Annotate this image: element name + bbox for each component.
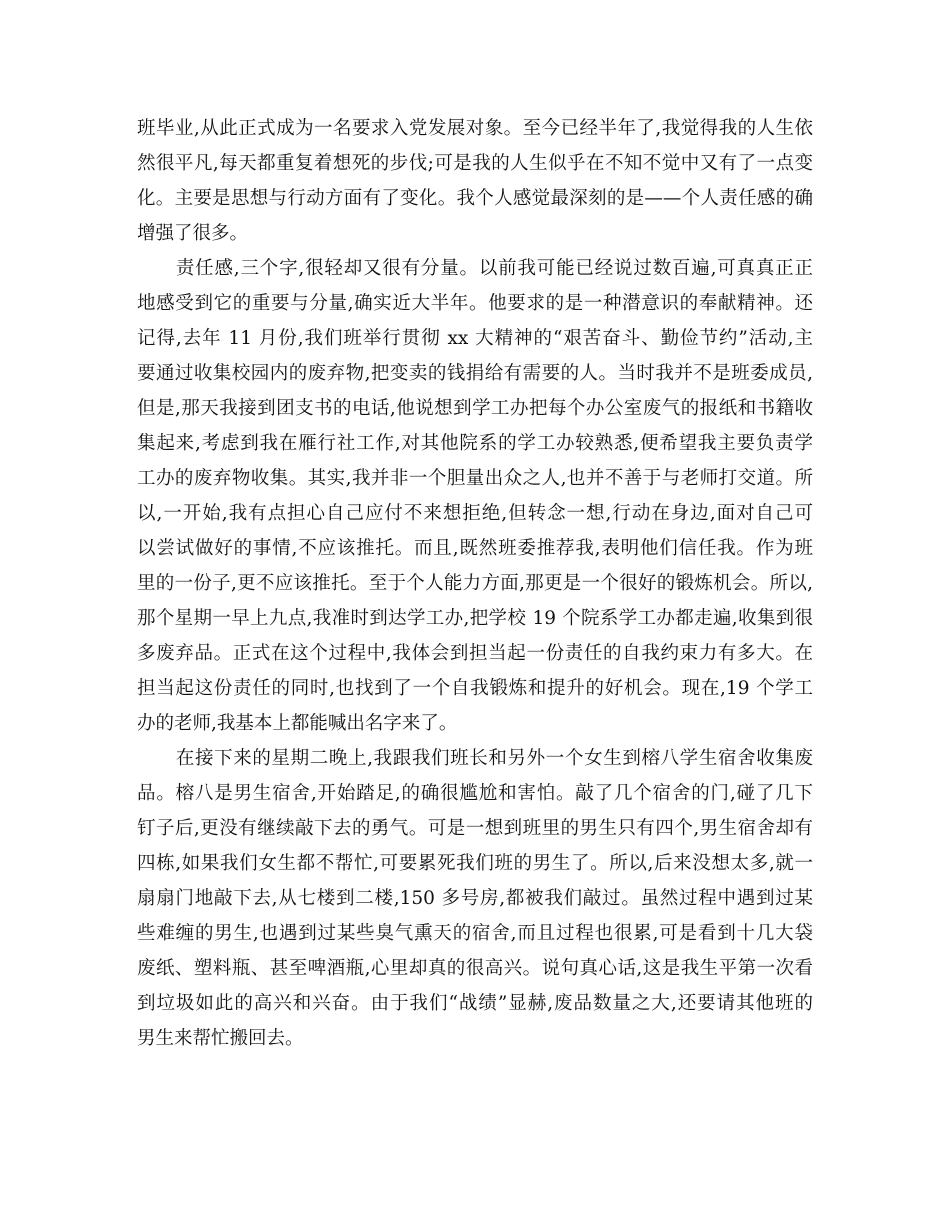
text-line: 担当起这份责任的同时,也找到了一个自我锻炼和提升的好机会。现在,19 个学工	[137, 678, 813, 699]
text-line: 扇扇门地敲下去,从七楼到二楼,150 多号房,都被我们敲过。虽然过程中遇到过某	[137, 888, 813, 909]
text-line: 但是,那天我接到团支书的电话,他说想到学工办把每个办公室废气的报纸和书籍收	[137, 398, 813, 419]
text-line: 化。主要是思想与行动方面有了变化。我个人感觉最深刻的是——个人责任感的确	[137, 188, 813, 209]
text-line: 地感受到它的重要与分量,确实近大半年。他要求的是一种潜意识的奉献精神。还	[137, 293, 813, 314]
text-line: 四栋,如果我们女生都不帮忙,可要累死我们班的男生了。所以,后来没想太多,就一	[137, 853, 813, 874]
text-line: 以尝试做好的事情,不应该推托。而且,既然班委推荐我,表明他们信任我。作为班	[137, 538, 813, 559]
text-line: 钉子后,更没有继续敲下去的勇气。可是一想到班里的男生只有四个,男生宿舍却有	[137, 818, 813, 839]
text-line: 里的一份子,更不应该推托。至于个人能力方面,那更是一个很好的锻炼机会。所以,	[137, 573, 813, 594]
text-line: 些难缠的男生,也遇到过某些臭气熏天的宿舍,而且过程也很累,可是看到十几大袋	[137, 923, 813, 944]
text-line: 办的老师,我基本上都能喊出名字来了。	[137, 713, 458, 734]
text-line: 在接下来的星期二晚上,我跟我们班长和另外一个女生到榕八学生宿舍收集废	[175, 748, 813, 769]
text-line: 到垃圾如此的高兴和兴奋。由于我们“战绩”显赫,废品数量之大,还要请其他班的	[137, 993, 813, 1014]
text-line: 记得,去年 11 月份,我们班举行贯彻 xx 大精神的“艰苦奋斗、勤俭节约”活动,主	[137, 328, 813, 349]
text-line: 班毕业,从此正式成为一名要求入党发展对象。至今已经半年了,我觉得我的人生依	[137, 118, 813, 139]
document-body	[137, 111, 813, 1056]
text-line: 集起来,考虑到我在雁行社工作,对其他院系的学工办较熟悉,便希望我主要负责学	[137, 433, 813, 454]
text-line: 多废弃品。正式在这个过程中,我体会到担当起一份责任的自我约束力有多大。在	[137, 643, 813, 664]
text-line: 增强了很多。	[137, 223, 249, 244]
text-line: 以,一开始,我有点担心自己应付不来想拒绝,但转念一想,行动在身边,面对自己可	[137, 503, 813, 524]
paragraph-2	[137, 251, 813, 741]
text-line: 工办的废弃物收集。其实,我并非一个胆量出众之人,也并不善于与老师打交道。所	[137, 468, 813, 489]
text-line: 那个星期一早上九点,我准时到达学工办,把学校 19 个院系学工办都走遍,收集到很	[137, 608, 813, 629]
text-line: 然很平凡,每天都重复着想死的步伐;可是我的人生似乎在不知不觉中又有了一点变	[137, 153, 813, 174]
paragraph-3	[137, 741, 813, 1056]
text-line: 品。榕八是男生宿舍,开始踏足,的确很尴尬和害怕。敲了几个宿舍的门,碰了几下	[137, 783, 813, 804]
text-line: 废纸、塑料瓶、甚至啤酒瓶,心里却真的很高兴。说句真心话,这是我生平第一次看	[137, 958, 813, 979]
paragraph-1	[137, 111, 813, 251]
text-line: 男生来帮忙搬回去。	[137, 1028, 304, 1049]
text-line: 要通过收集校园内的废弃物,把变卖的钱捐给有需要的人。当时我并不是班委成员,	[137, 363, 813, 384]
text-line: 责任感,三个字,很轻却又很有分量。以前我可能已经说过数百遍,可真真正正	[175, 258, 813, 279]
